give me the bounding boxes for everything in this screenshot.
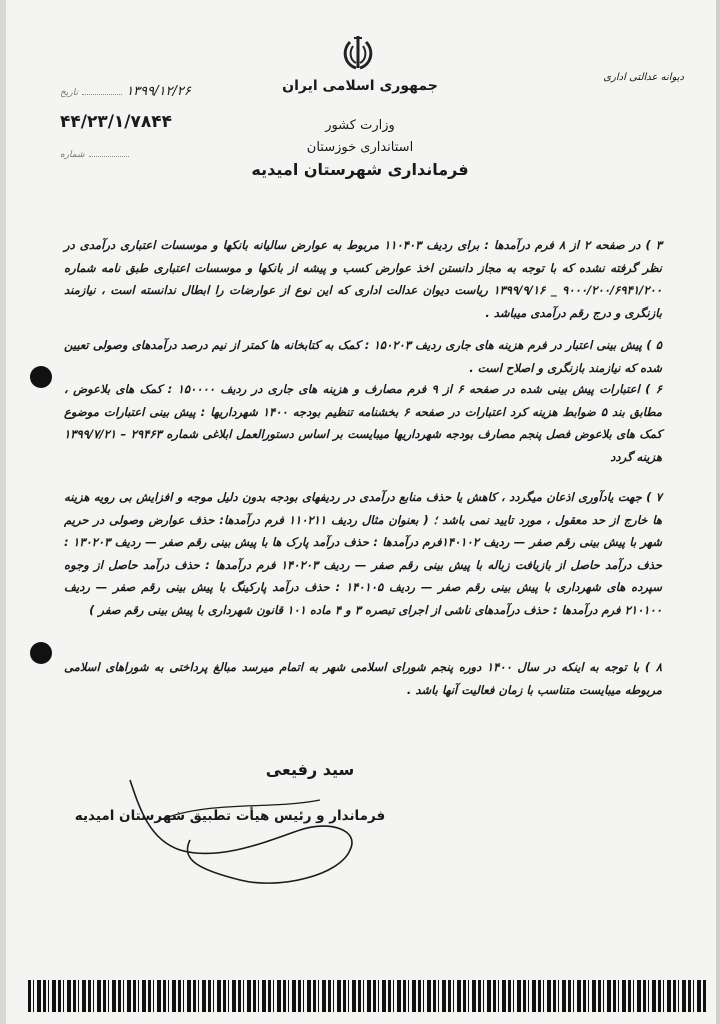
date-field: [60, 84, 200, 99]
date-value: ۱۳۹۹/۱۲/۲۶: [126, 84, 191, 99]
number-label-field: [60, 146, 200, 161]
republic-title: جمهوری اسلامی ایران: [282, 78, 438, 94]
date-label: تاریخ: [60, 88, 78, 98]
paragraph-8: [64, 656, 662, 701]
province-title: استانداری خوزستان: [306, 140, 414, 155]
letter-number-field: [60, 112, 200, 132]
date-dotted-line: [82, 94, 122, 95]
signatory-name: سید رفیعی: [265, 760, 355, 779]
number-label: شماره: [60, 150, 85, 160]
signatory-title: فرماندار و رئیس هیأت تطبیق شهرستان امیدیه: [74, 808, 386, 824]
binder-hole-icon: [30, 366, 52, 388]
ministry-title: وزارت کشور: [325, 118, 395, 133]
handwritten-signature: [120, 770, 380, 900]
paragraph-6: [64, 378, 662, 468]
number-dotted-line: [89, 156, 129, 157]
top-right-note: دیوانه عدالتی اداری: [603, 72, 684, 83]
paragraph-text: ۸ ) با توجه به اینکه در سال ۱۴۰۰ دوره پنجم شورای اسلامی شهر به اتمام میرسد مبالغ پرداختی به شوراهای اسلامی مربوطه میبایست متناسب با زمان فعالیت آنها باشد .: [64, 660, 662, 697]
paragraph-text: ۷ ) جهت یادآوری اذعان میگردد ، کاهش یا حذف منابع درآمدی در ردیفهای بودجه بدون دلیل موجه و افزایش بی رویه هزینه ها خارج از حد معقول ، مورد تایید نمی باشد ؛ ( بعنوان مثال ردیف ۱۱۰۲۱۱ فرم درآمدها: حذف عوارض وصولی در حریم شهر با پیش بینی رقم صفر — ردیف ۱۴۰۱۰۲فرم درآمدها : حذف درآمد پارک ها با پیش بینی رقم صفر — ردیف ۱۳۰۲۰۳ : حذف درآمد حاصل از بازیافت زباله با پیش بینی رقم صفر — ردیف ۱۴۰۲۰۳ فرم درآمدها : حذف درآمد حاصل از وجوه سپرده های شهرداری با پیش بینی رقم صفر — ردیف ۱۴۰۱۰۵ : حذف درآمد پارکینگ با پیش بینی رقم صفر — ردیف ۲۱۰۱۰۰ فرم درآمدها : حذف درآمدهای ناشی از اجرای تبصره ۳ و ۴ ماده ۱۰۱ قانون شهرداری با پیش بینی رقم صفر ): [64, 490, 663, 617]
paragraph-3: [64, 234, 662, 324]
paragraph-5: [64, 334, 662, 379]
paragraph-7: [64, 486, 662, 621]
letter-number-value: ۴۴/۲۳/۱/۷۸۴۴: [60, 112, 173, 132]
page-right-edge: [716, 0, 720, 1024]
paragraph-text: ۵ ) پیش بینی اعتبار در فرم هزینه های جاری ردیف ۱۵۰۲۰۳ : کمک به کتابخانه ها کمتر از نیم درصد درآمدهای وصولی تعیین شده که نیازمند بازنگری و اصلاح است .: [64, 338, 662, 375]
binder-hole-icon: [30, 642, 52, 664]
paragraph-text: ۶ ) اعتبارات پیش بینی شده در صفحه ۶ از ۹ فرم مصارف و هزینه های جاری در ردیف ۱۵۰۰۰۰ : کمک های بلاعوض ، مطابق بند ۵ ضوابط هزینه کرد اعتبارات در صفحه ۶ بخشنامه تنظیم بودجه ۱۴۰۰ شهرداریها : پیش بینی اعتبارات موضوع کمک های بلاعوض فصل پنجم مصارف بودجه شهرداریها میبایست بر اساس دستورالعمل ابلاغی شماره ۲۹۴۶۳ – ۱۳۹۹/۷/۲۱ هزینه گردد: [64, 382, 663, 464]
iran-emblem-icon: [338, 32, 378, 74]
paragraph-text: ۳ ) در صفحه ۲ از ۸ فرم درآمدها : برای ردیف ۱۱۰۴۰۳ مربوط به عوارض سالیانه بانکها و موسسات اعتباری درآمدی در نظر گرفته نشده که با توجه به مجاز دانستن اخذ عوارض کسب و پیشه از بانکها و موسسات اعتباری طبق نامه شماره ۹۰۰۰/۲۰۰/۶۹۴۱/۲۰۰ _ ۱۳۹۹/۹/۱۶ ریاست دیوان عدالت اداری که این نوع از عوارضات را ابطال ندانسته است ، نیازمند بازنگری و درج رقم درآمدی میباشد .: [64, 238, 663, 320]
page-left-edge: [0, 0, 6, 1024]
scan-barcode-strip: [28, 980, 708, 1012]
office-title: فرمانداری شهرستان امیدیه: [251, 160, 469, 179]
